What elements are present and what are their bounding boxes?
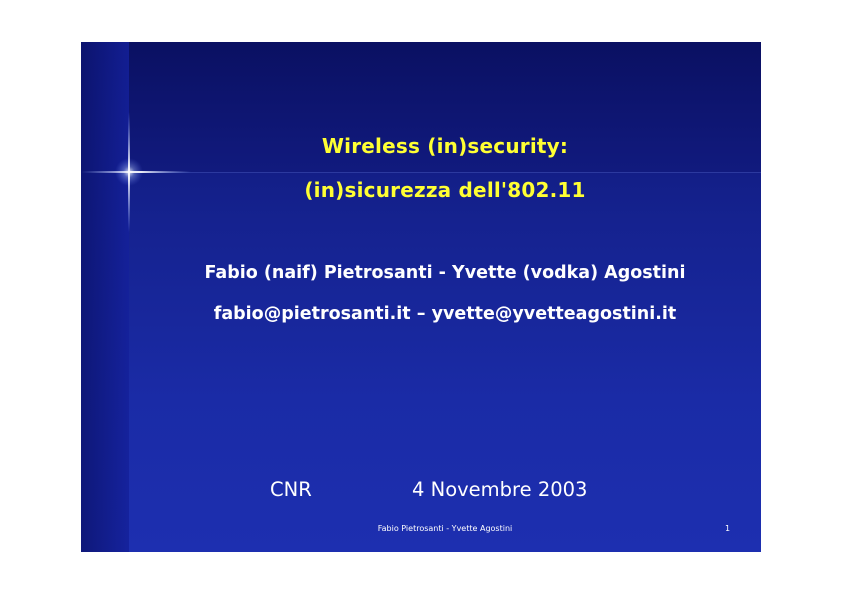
slide-divider — [129, 172, 761, 173]
slide — [81, 42, 761, 552]
page-number: 1 — [725, 524, 731, 533]
slide-left-band — [81, 42, 129, 552]
slide-footer: Fabio Pietrosanti - Yvette Agostini — [377, 524, 513, 533]
event-date: 4 Novembre 2003 — [412, 478, 588, 501]
event-place: CNR — [270, 478, 312, 501]
slide-title-line-1: Wireless (in)security: — [321, 134, 569, 158]
author-emails: fabio@pietrosanti.it – yvette@yvetteagostini.it — [213, 304, 677, 324]
slide-title-line-2: (in)sicurezza dell'802.11 — [304, 178, 586, 202]
authors: Fabio (naif) Pietrosanti - Yvette (vodka) Agostini — [204, 263, 686, 283]
